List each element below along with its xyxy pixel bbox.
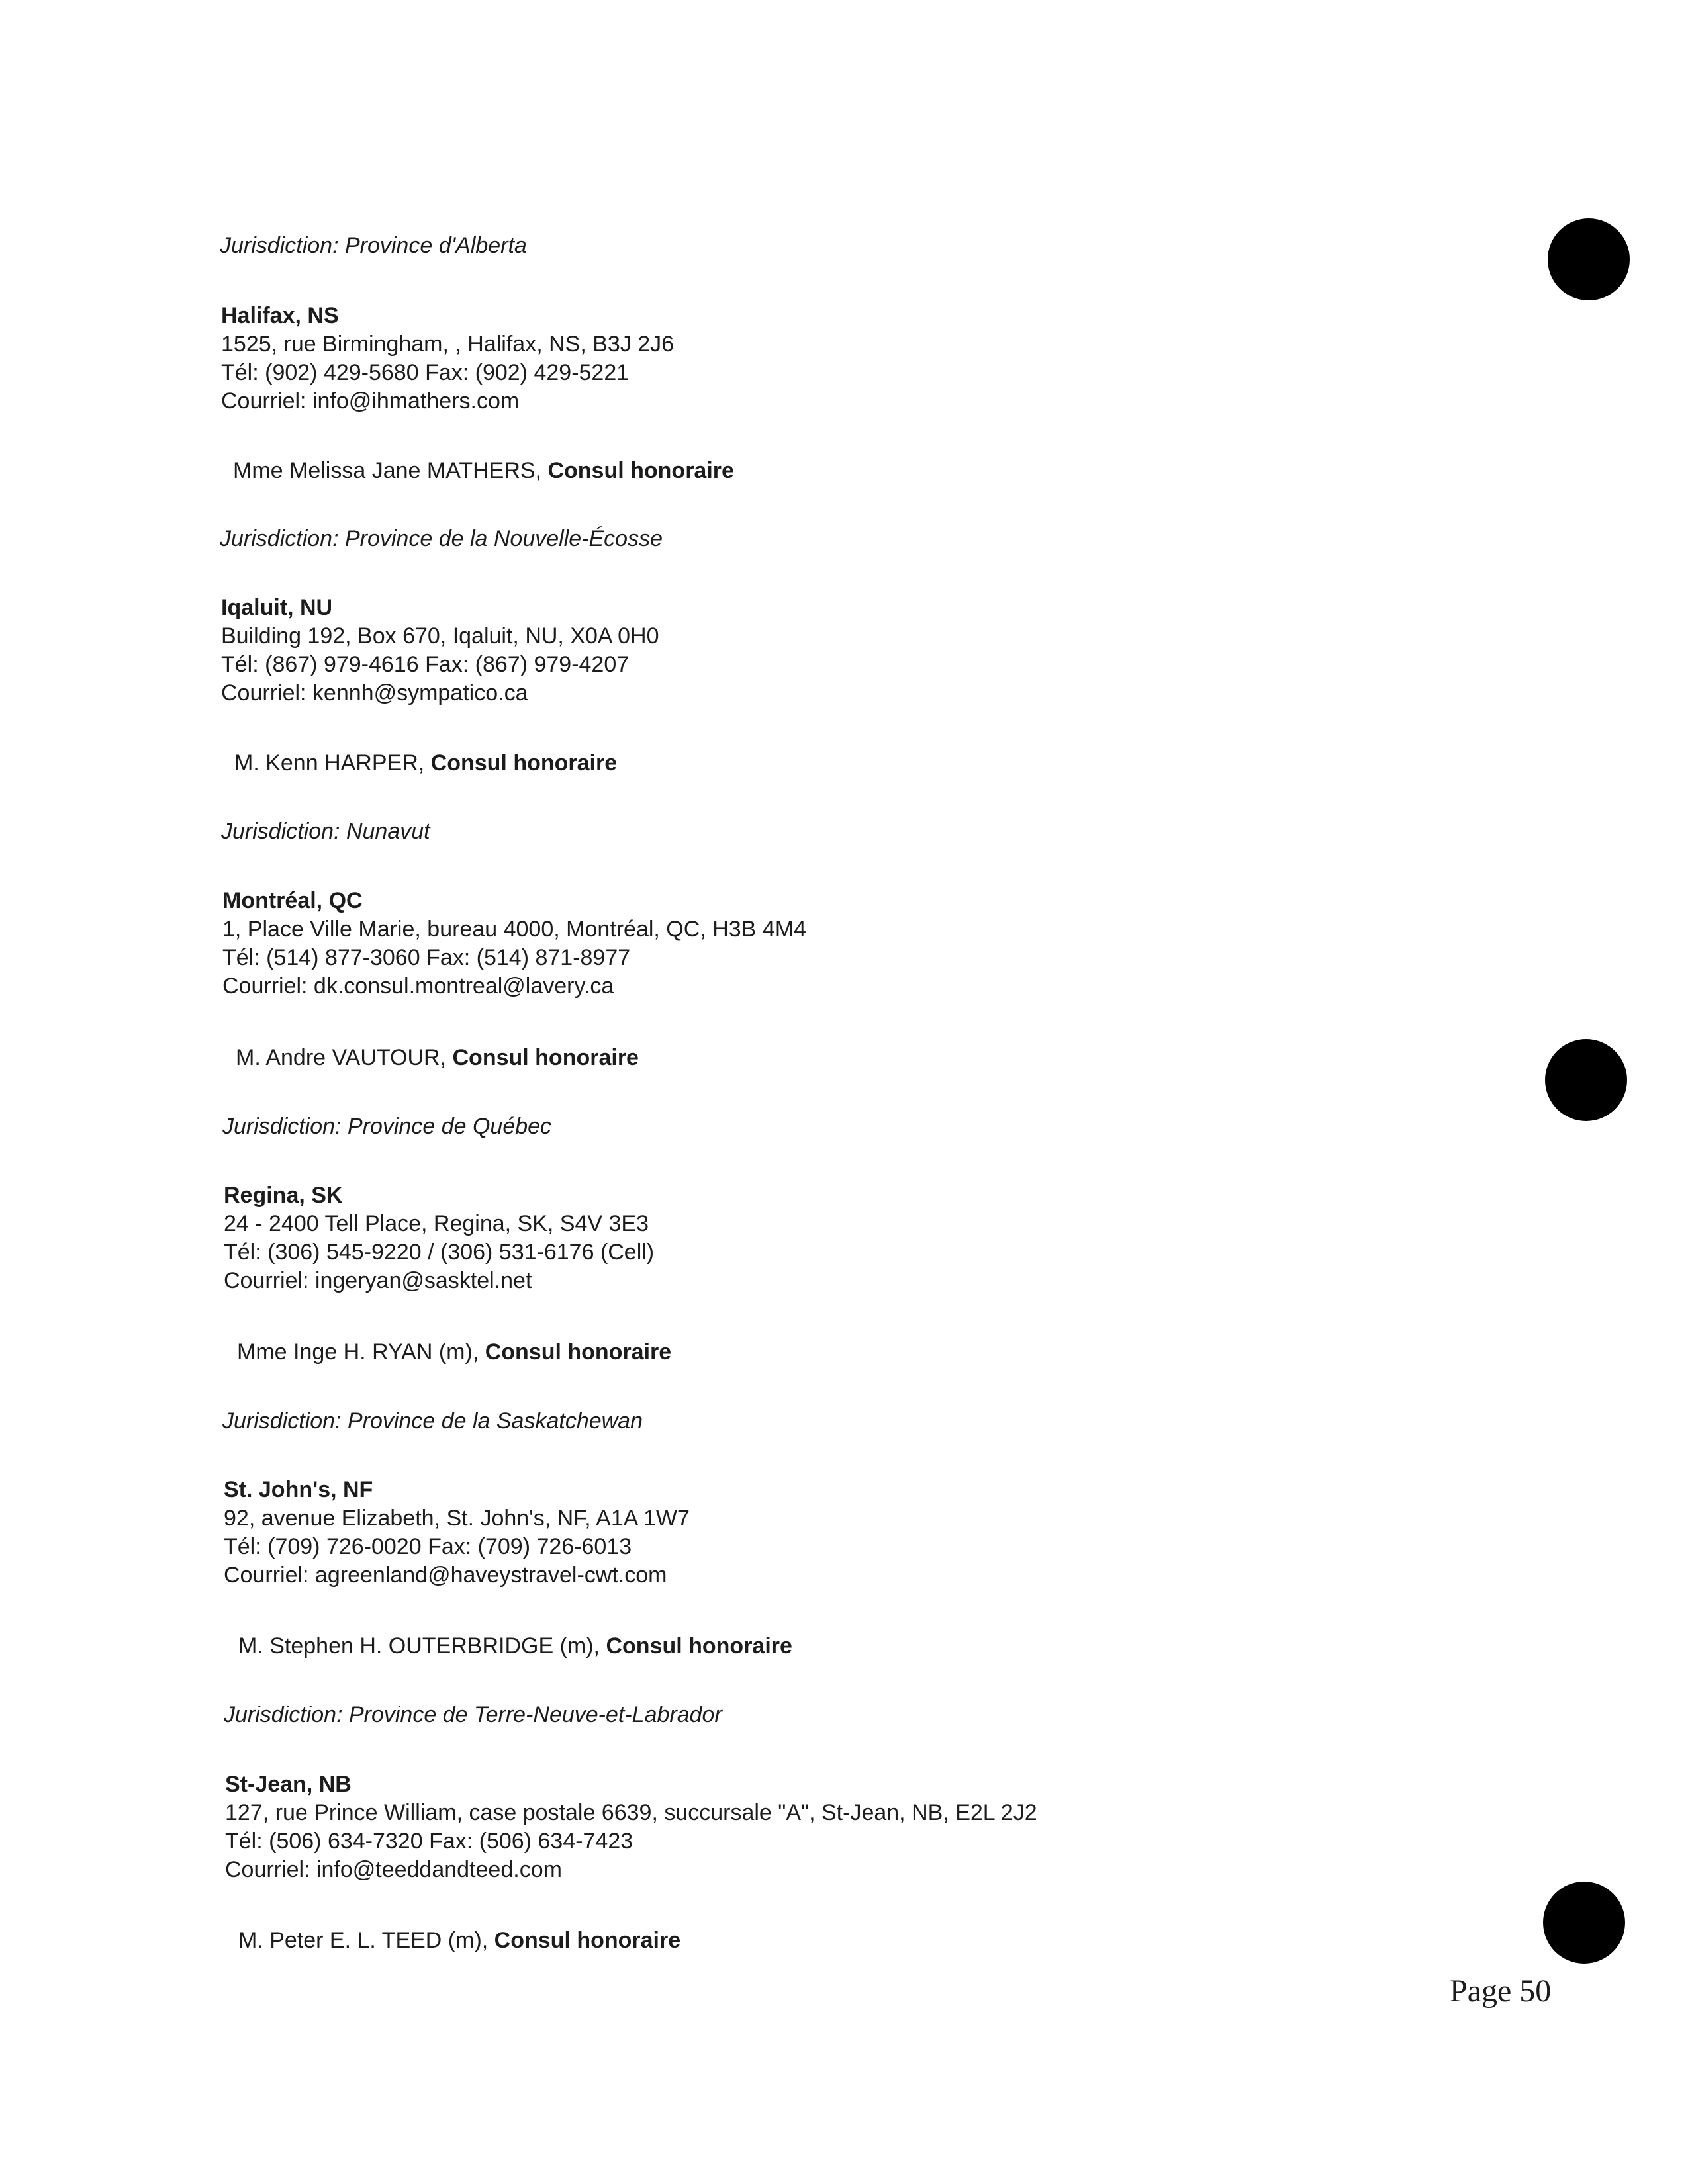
email-line: Courriel: kennh@sympatico.ca <box>221 680 528 705</box>
jurisdiction-value: Province de Québec <box>347 1114 552 1139</box>
city-heading: St-Jean, NB <box>225 1772 352 1797</box>
jurisdiction-value: Province de Terre-Neuve-et-Labrador <box>348 1702 722 1727</box>
jurisdiction-line <box>222 1113 551 1141</box>
phone-line: Tél: (306) 545-9220 / (306) 531-6176 (Cell) <box>224 1240 655 1265</box>
city-heading: Montréal, QC <box>222 888 363 913</box>
consul-name: Mme Melissa Jane MATHERS, <box>233 458 548 483</box>
city-heading: Regina, SK <box>224 1183 343 1208</box>
consul-title: Consul honoraire <box>494 1928 681 1953</box>
punch-hole <box>1548 218 1630 300</box>
consul-line <box>238 1632 792 1661</box>
jurisdiction-line <box>220 232 527 260</box>
phone-line: Tél: (902) 429-5680 Fax: (902) 429-5221 <box>221 360 630 385</box>
jurisdiction-label: Jurisdiction: <box>222 1114 342 1139</box>
jurisdiction-label: Jurisdiction: <box>224 1702 343 1727</box>
consul-title: Consul honoraire <box>485 1340 672 1365</box>
email-line: Courriel: dk.consul.montreal@lavery.ca <box>222 974 614 999</box>
phone-line: Tél: (709) 726-0020 Fax: (709) 726-6013 <box>224 1534 632 1559</box>
consul-name: M. Kenn HARPER, <box>234 751 431 776</box>
jurisdiction-line <box>222 1407 643 1435</box>
consul-title: Consul honoraire <box>606 1633 792 1659</box>
jurisdiction-label: Jurisdiction: <box>220 233 339 258</box>
jurisdiction-value: Nunavut <box>346 819 430 844</box>
punch-hole <box>1543 1882 1625 1964</box>
consul-name: Mme Inge H. RYAN (m), <box>237 1340 485 1365</box>
consul-title: Consul honoraire <box>452 1045 639 1070</box>
email-line: Courriel: info@teeddandteed.com <box>225 1857 562 1882</box>
jurisdiction-label: Jurisdiction: <box>220 526 339 551</box>
jurisdiction-label: Jurisdiction: <box>221 819 340 844</box>
phone-line: Tél: (506) 634-7320 Fax: (506) 634-7423 <box>225 1829 633 1854</box>
punch-hole <box>1545 1039 1627 1121</box>
city-heading: Iqaluit, NU <box>221 595 333 620</box>
jurisdiction-value: Province de la Nouvelle-Écosse <box>344 526 663 551</box>
jurisdiction-value: Province de la Saskatchewan <box>347 1408 643 1433</box>
consul-line <box>238 1927 680 1955</box>
address-line: Building 192, Box 670, Iqaluit, NU, X0A 0H0 <box>221 623 659 649</box>
phone-line: Tél: (514) 877-3060 Fax: (514) 871-8977 <box>222 945 631 970</box>
phone-line: Tél: (867) 979-4616 Fax: (867) 979-4207 <box>221 652 630 677</box>
consul-title: Consul honoraire <box>547 458 734 483</box>
consul-name: M. Peter E. L. TEED (m), <box>238 1928 494 1953</box>
consul-name: M. Andre VAUTOUR, <box>236 1045 453 1070</box>
address-line: 1, Place Ville Marie, bureau 4000, Montréal, QC, H3B 4M4 <box>222 917 806 942</box>
address-line: 1525, rue Birmingham, , Halifax, NS, B3J 2J6 <box>221 332 675 357</box>
consul-name: M. Stephen H. OUTERBRIDGE (m), <box>238 1633 606 1659</box>
address-line: 92, avenue Elizabeth, St. John's, NF, A1A 1W7 <box>224 1506 690 1531</box>
city-heading: Halifax, NS <box>221 303 339 328</box>
address-line: 24 - 2400 Tell Place, Regina, SK, S4V 3E3 <box>224 1211 649 1236</box>
email-line: Courriel: ingeryan@sasktel.net <box>224 1268 532 1293</box>
jurisdiction-label: Jurisdiction: <box>222 1408 342 1433</box>
jurisdiction-line <box>221 817 430 846</box>
consul-title: Consul honoraire <box>430 751 618 776</box>
jurisdiction-value: Province d'Alberta <box>344 233 527 258</box>
jurisdiction-line <box>220 525 663 553</box>
consul-line <box>236 1044 639 1072</box>
page-number: Page 50 <box>1450 1974 1552 2009</box>
city-heading: St. John's, NF <box>224 1477 373 1502</box>
email-line: Courriel: info@ihmathers.com <box>221 388 520 414</box>
consul-line <box>233 457 734 485</box>
consul-line <box>237 1338 671 1367</box>
address-line: 127, rue Prince William, case postale 6639, succursale "A", St-Jean, NB, E2L 2J2 <box>225 1800 1037 1825</box>
email-line: Courriel: agreenland@haveystravel-cwt.com <box>224 1563 667 1588</box>
jurisdiction-line <box>224 1701 722 1729</box>
consul-line <box>234 749 617 778</box>
